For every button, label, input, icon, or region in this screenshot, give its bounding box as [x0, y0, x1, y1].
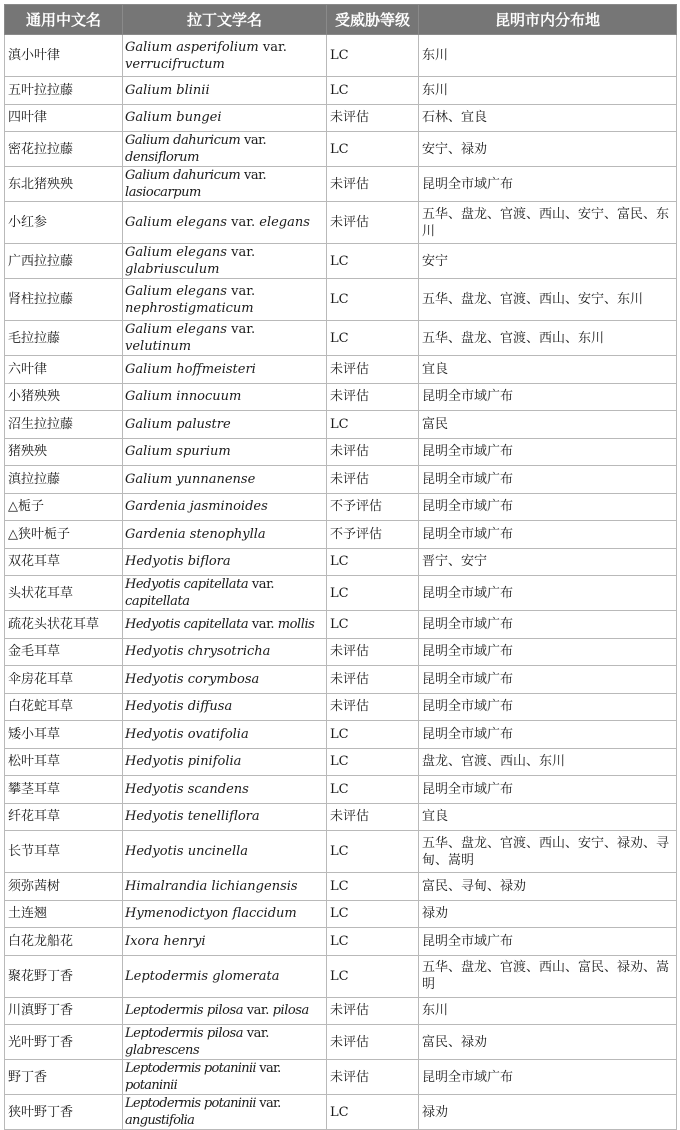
common-name-cell: 松叶耳草 — [5, 748, 123, 776]
latin-binomial: Hedyotis chrysotricha — [125, 644, 271, 660]
latin-infraspecific: elegans — [259, 215, 310, 230]
latin-binomial: Galium spurium — [125, 444, 231, 460]
latin-binomial: Galium elegans — [125, 283, 227, 299]
table-row — [5, 803, 677, 831]
latin-infraspecific: pilosa — [272, 1003, 309, 1019]
latin-name-cell — [123, 776, 327, 804]
latin-binomial: Hedyotis pinifolia — [125, 754, 242, 770]
common-name-cell: 小猪殃殃 — [5, 383, 123, 411]
latin-name-cell — [123, 666, 327, 694]
latin-binomial: Hedyotis ovatifolia — [125, 726, 249, 742]
threat-level-cell: LC — [327, 611, 419, 639]
latin-infraspecific: verrucifructum — [125, 56, 225, 72]
latin-name-cell — [123, 77, 327, 105]
distribution-cell: 东川 — [419, 997, 677, 1025]
common-name-cell: 广西拉拉藤 — [5, 244, 123, 279]
common-name-cell: 东北猪殃殃 — [5, 167, 123, 202]
species-table — [4, 4, 677, 1130]
latin-binomial: Gardenia stenophylla — [125, 526, 266, 542]
common-name-cell: 须弥茜树 — [5, 873, 123, 901]
common-name-cell: 长节耳草 — [5, 831, 123, 873]
common-name-cell: △狭叶栀子 — [5, 521, 123, 549]
distribution-cell: 禄劝 — [419, 1095, 677, 1130]
latin-binomial: Hedyotis capitellata — [125, 577, 249, 592]
threat-level-cell: 未评估 — [327, 1060, 419, 1095]
latin-binomial: Hedyotis corymbosa — [125, 671, 260, 687]
distribution-cell: 安宁 — [419, 244, 677, 279]
latin-name-cell — [123, 104, 327, 132]
latin-name-cell — [123, 928, 327, 956]
threat-level-cell: 不予评估 — [327, 493, 419, 521]
common-name-cell: 川滇野丁香 — [5, 997, 123, 1025]
latin-name-cell — [123, 1060, 327, 1095]
latin-rank: var. — [251, 577, 275, 592]
latin-name-cell — [123, 132, 327, 167]
common-name-cell: 密花拉拉藤 — [5, 132, 123, 167]
distribution-cell: 昆明全市域广布 — [419, 493, 677, 521]
latin-binomial: Hedyotis biflora — [125, 554, 231, 570]
common-name-cell: 矮小耳草 — [5, 721, 123, 749]
threat-level-cell: 未评估 — [327, 666, 419, 694]
common-name-cell: 六叶律 — [5, 356, 123, 384]
common-name-cell: 光叶野丁香 — [5, 1025, 123, 1060]
table-row — [5, 383, 677, 411]
latin-binomial: Galium blinii — [125, 82, 210, 98]
distribution-cell: 昆明全市域广布 — [419, 776, 677, 804]
latin-binomial: Galium dahuricum — [125, 168, 241, 183]
distribution-cell: 宜良 — [419, 803, 677, 831]
latin-rank: var. — [243, 133, 267, 148]
latin-name-cell — [123, 955, 327, 997]
table-row — [5, 1060, 677, 1095]
threat-level-cell: 未评估 — [327, 1025, 419, 1060]
threat-level-cell: LC — [327, 279, 419, 321]
threat-level-cell: 未评估 — [327, 466, 419, 494]
latin-name-cell — [123, 611, 327, 639]
table-row — [5, 997, 677, 1025]
distribution-cell: 昆明全市域广布 — [419, 611, 677, 639]
distribution-cell: 昆明全市域广布 — [419, 576, 677, 611]
threat-level-cell: LC — [327, 576, 419, 611]
distribution-cell: 昆明全市域广布 — [419, 466, 677, 494]
threat-level-cell: LC — [327, 548, 419, 576]
latin-name-cell — [123, 466, 327, 494]
table-row — [5, 693, 677, 721]
common-name-cell: 双花耳草 — [5, 548, 123, 576]
latin-binomial: Galium yunnanense — [125, 471, 256, 487]
threat-level-cell: LC — [327, 900, 419, 928]
latin-name-cell — [123, 202, 327, 244]
header-row — [5, 5, 677, 35]
distribution-cell: 东川 — [419, 35, 677, 77]
header-latin-name: 拉丁文学名 — [123, 5, 327, 35]
latin-name-cell — [123, 356, 327, 384]
latin-binomial: Hymenodictyon flaccidum — [125, 906, 297, 922]
threat-level-cell: LC — [327, 721, 419, 749]
threat-level-cell: LC — [327, 776, 419, 804]
common-name-cell: 聚花野丁香 — [5, 955, 123, 997]
latin-name-cell — [123, 721, 327, 749]
common-name-cell: 白花蛇耳草 — [5, 693, 123, 721]
species-table-wrapper — [4, 4, 676, 1130]
latin-name-cell — [123, 831, 327, 873]
common-name-cell: 攀茎耳草 — [5, 776, 123, 804]
distribution-cell: 五华、盘龙、官渡、西山、东川 — [419, 321, 677, 356]
common-name-cell: 四叶律 — [5, 104, 123, 132]
header-threat-level: 受威胁等级 — [327, 5, 419, 35]
table-row — [5, 638, 677, 666]
latin-name-cell — [123, 638, 327, 666]
latin-binomial: Galium elegans — [125, 245, 227, 260]
common-name-cell: 头状花耳草 — [5, 576, 123, 611]
common-name-cell: 肾柱拉拉藤 — [5, 279, 123, 321]
latin-name-cell — [123, 438, 327, 466]
common-name-cell: 小红参 — [5, 202, 123, 244]
table-row — [5, 438, 677, 466]
latin-name-cell — [123, 693, 327, 721]
distribution-cell: 昆明全市域广布 — [419, 383, 677, 411]
common-name-cell: 沼生拉拉藤 — [5, 411, 123, 439]
threat-level-cell: 未评估 — [327, 104, 419, 132]
distribution-cell: 五华、盘龙、官渡、西山、安宁、禄劝、寻甸、嵩明 — [419, 831, 677, 873]
latin-name-cell — [123, 279, 327, 321]
distribution-cell: 昆明全市域广布 — [419, 693, 677, 721]
distribution-cell: 富民、寻甸、禄劝 — [419, 873, 677, 901]
threat-level-cell: 未评估 — [327, 202, 419, 244]
latin-binomial: Hedyotis diffusa — [125, 699, 233, 715]
table-row — [5, 576, 677, 611]
distribution-cell: 东川 — [419, 77, 677, 105]
latin-rank: var. — [243, 168, 267, 183]
common-name-cell: 滇小叶律 — [5, 35, 123, 77]
latin-name-cell — [123, 35, 327, 77]
latin-rank: var. — [231, 283, 256, 299]
latin-name-cell — [123, 521, 327, 549]
latin-name-cell — [123, 493, 327, 521]
latin-binomial: Galium hoffmeisteri — [125, 361, 256, 377]
distribution-cell: 昆明全市域广布 — [419, 438, 677, 466]
table-row — [5, 831, 677, 873]
latin-name-cell — [123, 873, 327, 901]
latin-infraspecific: lasiocarpum — [125, 185, 201, 200]
latin-name-cell — [123, 548, 327, 576]
threat-level-cell: LC — [327, 1095, 419, 1130]
table-row — [5, 202, 677, 244]
table-row — [5, 955, 677, 997]
common-name-cell: 金毛耳草 — [5, 638, 123, 666]
threat-level-cell: 未评估 — [327, 803, 419, 831]
table-row — [5, 873, 677, 901]
threat-level-cell: LC — [327, 955, 419, 997]
common-name-cell: 毛拉拉藤 — [5, 321, 123, 356]
distribution-cell: 昆明全市域广布 — [419, 167, 677, 202]
latin-rank: var. — [259, 1096, 281, 1111]
table-row — [5, 244, 677, 279]
latin-name-cell — [123, 321, 327, 356]
distribution-cell: 五华、盘龙、官渡、西山、富民、禄劝、嵩明 — [419, 955, 677, 997]
table-row — [5, 521, 677, 549]
common-name-cell: △栀子 — [5, 493, 123, 521]
threat-level-cell: LC — [327, 35, 419, 77]
distribution-cell: 石林、宜良 — [419, 104, 677, 132]
threat-level-cell: LC — [327, 928, 419, 956]
latin-name-cell — [123, 1025, 327, 1060]
threat-level-cell: LC — [327, 77, 419, 105]
table-row — [5, 748, 677, 776]
table-row — [5, 776, 677, 804]
latin-name-cell — [123, 244, 327, 279]
distribution-cell: 昆明全市域广布 — [419, 1060, 677, 1095]
table-row — [5, 35, 677, 77]
common-name-cell: 纤花耳草 — [5, 803, 123, 831]
latin-binomial: Galium palustre — [125, 416, 231, 432]
table-body — [5, 35, 677, 1130]
latin-binomial: Leptodermis potaninii — [125, 1061, 256, 1076]
latin-binomial: Himalrandia lichiangensis — [125, 878, 298, 894]
latin-name-cell — [123, 748, 327, 776]
latin-binomial: Galium asperifolium — [125, 39, 259, 55]
latin-infraspecific: angustifolia — [125, 1113, 195, 1128]
threat-level-cell: 未评估 — [327, 383, 419, 411]
latin-infraspecific: capitellata — [125, 594, 190, 609]
table-row — [5, 1025, 677, 1060]
distribution-cell: 昆明全市域广布 — [419, 721, 677, 749]
distribution-cell: 昆明全市域广布 — [419, 666, 677, 694]
latin-rank: var. — [259, 1061, 281, 1076]
table-row — [5, 928, 677, 956]
latin-binomial: Hedyotis tenelliflora — [125, 809, 260, 825]
threat-level-cell: LC — [327, 873, 419, 901]
distribution-cell: 五华、盘龙、官渡、西山、安宁、富民、东川 — [419, 202, 677, 244]
table-row — [5, 666, 677, 694]
table-row — [5, 721, 677, 749]
latin-infraspecific: nephrostigmaticum — [125, 300, 254, 316]
latin-binomial: Galium innocuum — [125, 389, 242, 405]
latin-rank: var. — [231, 215, 256, 230]
distribution-cell: 五华、盘龙、官渡、西山、安宁、东川 — [419, 279, 677, 321]
distribution-cell: 禄劝 — [419, 900, 677, 928]
latin-name-cell — [123, 383, 327, 411]
common-name-cell: 疏花头状花耳草 — [5, 611, 123, 639]
distribution-cell: 盘龙、官渡、西山、东川 — [419, 748, 677, 776]
latin-binomial: Gardenia jasminoides — [125, 499, 268, 515]
common-name-cell: 五叶拉拉藤 — [5, 77, 123, 105]
table-row — [5, 900, 677, 928]
threat-level-cell: 未评估 — [327, 356, 419, 384]
distribution-cell: 晋宁、安宁 — [419, 548, 677, 576]
latin-rank: var. — [246, 1003, 269, 1019]
latin-binomial: Hedyotis capitellata — [125, 616, 249, 632]
threat-level-cell: 未评估 — [327, 693, 419, 721]
threat-level-cell: LC — [327, 132, 419, 167]
threat-level-cell: 未评估 — [327, 167, 419, 202]
latin-infraspecific: densiflorum — [125, 150, 199, 165]
threat-level-cell: LC — [327, 321, 419, 356]
latin-binomial: Leptodermis pilosa — [125, 1026, 244, 1041]
threat-level-cell: 未评估 — [327, 997, 419, 1025]
latin-infraspecific: glabrescens — [125, 1043, 200, 1058]
distribution-cell: 昆明全市域广布 — [419, 928, 677, 956]
table-header — [5, 5, 677, 35]
table-row — [5, 493, 677, 521]
table-row — [5, 321, 677, 356]
latin-name-cell — [123, 900, 327, 928]
latin-infraspecific: velutinum — [125, 339, 192, 354]
distribution-cell: 宜良 — [419, 356, 677, 384]
table-row — [5, 411, 677, 439]
common-name-cell: 狭叶野丁香 — [5, 1095, 123, 1130]
header-common-name: 通用中文名 — [5, 5, 123, 35]
threat-level-cell: 不予评估 — [327, 521, 419, 549]
latin-name-cell — [123, 803, 327, 831]
latin-binomial: Galium elegans — [125, 322, 227, 337]
latin-binomial: Hedyotis scandens — [125, 781, 249, 797]
table-row — [5, 466, 677, 494]
latin-rank: var. — [231, 322, 256, 337]
table-row — [5, 279, 677, 321]
common-name-cell: 野丁香 — [5, 1060, 123, 1095]
threat-level-cell: 未评估 — [327, 438, 419, 466]
table-row — [5, 104, 677, 132]
common-name-cell: 土连翘 — [5, 900, 123, 928]
table-row — [5, 167, 677, 202]
table-row — [5, 77, 677, 105]
latin-rank: var. — [246, 1026, 269, 1041]
latin-rank: var. — [251, 616, 275, 632]
latin-name-cell — [123, 167, 327, 202]
latin-infraspecific: potaninii — [125, 1078, 178, 1093]
latin-infraspecific: mollis — [277, 616, 315, 632]
latin-name-cell — [123, 411, 327, 439]
latin-binomial: Galium dahuricum — [125, 133, 241, 148]
threat-level-cell: LC — [327, 748, 419, 776]
latin-binomial: Galium elegans — [125, 215, 227, 230]
common-name-cell: 伞房花耳草 — [5, 666, 123, 694]
latin-binomial: Leptodermis pilosa — [125, 1003, 244, 1019]
latin-name-cell — [123, 997, 327, 1025]
table-row — [5, 1095, 677, 1130]
latin-binomial: Leptodermis glomerata — [125, 968, 280, 984]
distribution-cell: 安宁、禄劝 — [419, 132, 677, 167]
threat-level-cell: LC — [327, 244, 419, 279]
threat-level-cell: LC — [327, 411, 419, 439]
common-name-cell: 滇拉拉藤 — [5, 466, 123, 494]
distribution-cell: 昆明全市域广布 — [419, 521, 677, 549]
header-distribution: 昆明市内分布地 — [419, 5, 677, 35]
latin-binomial: Leptodermis potaninii — [125, 1096, 256, 1111]
threat-level-cell: 未评估 — [327, 638, 419, 666]
latin-rank: var. — [231, 245, 256, 260]
latin-name-cell — [123, 1095, 327, 1130]
latin-binomial: Hedyotis uncinella — [125, 844, 249, 859]
common-name-cell: 猪殃殃 — [5, 438, 123, 466]
table-row — [5, 611, 677, 639]
latin-name-cell — [123, 576, 327, 611]
threat-level-cell: LC — [327, 831, 419, 873]
table-row — [5, 132, 677, 167]
distribution-cell: 富民、禄劝 — [419, 1025, 677, 1060]
latin-binomial: Ixora henryi — [125, 933, 206, 949]
latin-rank: var. — [262, 39, 287, 55]
latin-infraspecific: glabriusculum — [125, 262, 220, 277]
table-row — [5, 548, 677, 576]
common-name-cell: 白花龙船花 — [5, 928, 123, 956]
table-row — [5, 356, 677, 384]
distribution-cell: 富民 — [419, 411, 677, 439]
distribution-cell: 昆明全市域广布 — [419, 638, 677, 666]
latin-binomial: Galium bungei — [125, 110, 222, 126]
